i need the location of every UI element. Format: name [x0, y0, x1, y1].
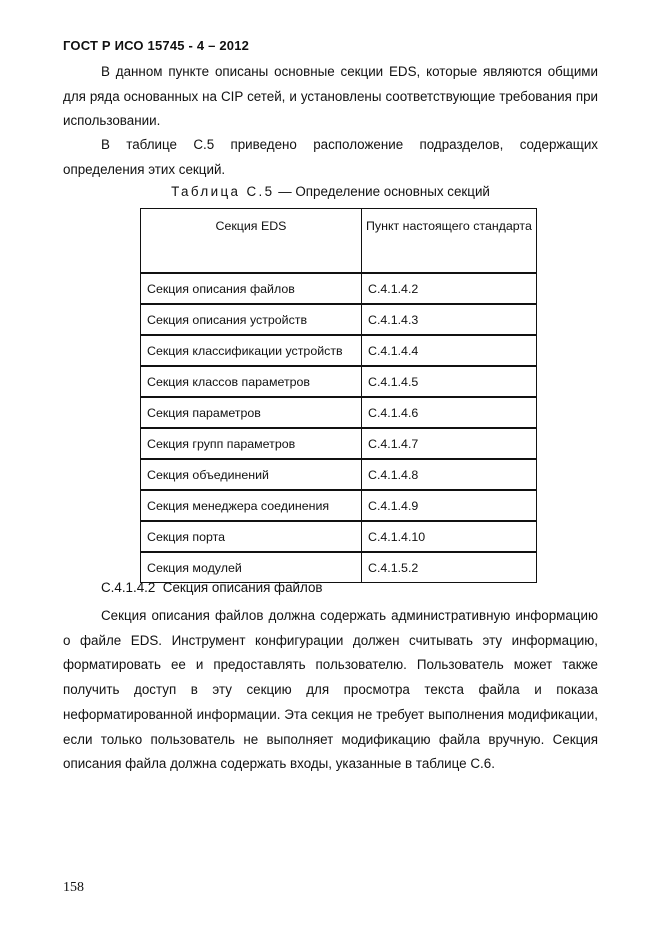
paragraph-intro: В данном пункте описаны основные секции EDS, которые являются общими для ряда основанных на CIP сетей, и установлены соответствующие требования при использовании.: [63, 64, 598, 129]
table-cell-clause: С.4.1.4.8: [362, 459, 537, 490]
table-header-cell: Секция EDS: [141, 209, 362, 274]
table-row: [141, 335, 537, 366]
table-header-row: [141, 209, 537, 274]
table-cell-clause: С.4.1.4.7: [362, 428, 537, 459]
subsection-heading: [101, 580, 323, 595]
table-cell-section: Секция менеджера соединения: [141, 490, 362, 521]
table-cell-section: Секция модулей: [141, 552, 362, 583]
subsection-title: Секция описания файлов: [162, 580, 323, 595]
table-caption-text: — Определение основных секций: [274, 184, 490, 199]
table-caption-label: Таблица С.5: [171, 184, 275, 199]
table-cell-clause: С.4.1.4.10: [362, 521, 537, 552]
table-cell-section: Секция классификации устройств: [141, 335, 362, 366]
table-cell-section: Секция групп параметров: [141, 428, 362, 459]
table-cell-clause: С.4.1.4.4: [362, 335, 537, 366]
sections-table-body: [141, 209, 537, 583]
table-cell-section: Секция описания файлов: [141, 273, 362, 304]
table-cell-clause: С.4.1.4.5: [362, 366, 537, 397]
table-cell-clause: С.4.1.5.2: [362, 552, 537, 583]
table-cell-section: Секция порта: [141, 521, 362, 552]
page-number: 158: [63, 880, 84, 895]
table-cell-clause: С.4.1.4.2: [362, 273, 537, 304]
table-cell-section: Секция описания устройств: [141, 304, 362, 335]
table-cell-clause: С.4.1.4.6: [362, 397, 537, 428]
sections-table: [140, 208, 537, 583]
table-caption: [63, 184, 598, 199]
document-header: ГОСТ Р ИСО 15745 - 4 – 2012: [63, 38, 250, 53]
table-cell-clause: С.4.1.4.9: [362, 490, 537, 521]
table-row: [141, 459, 537, 490]
table-row: [141, 428, 537, 459]
table-row: [141, 490, 537, 521]
paragraph-table-reference: В таблице С.5 приведено расположение подразделов, содержащих определения этих секций.: [63, 137, 598, 177]
table-header-cell: Пункт настоящего стандарта: [362, 209, 537, 274]
table-row: [141, 552, 537, 583]
table-row: [141, 304, 537, 335]
subsection-number: С.4.1.4.2: [101, 580, 156, 595]
table-cell-section: Секция объединений: [141, 459, 362, 490]
table-row: [141, 397, 537, 428]
table-row: [141, 521, 537, 552]
table-cell-clause: С.4.1.4.3: [362, 304, 537, 335]
table-row: [141, 273, 537, 304]
table-cell-section: Секция параметров: [141, 397, 362, 428]
table-row: [141, 366, 537, 397]
table-cell-section: Секция классов параметров: [141, 366, 362, 397]
paragraph-file-description: Секция описания файлов должна содержать административную информацию о файле EDS. Инструмент конфигурации должен считывать эту информацию, форматировать ее и предоставлять пользователю. Пользователь может также получить доступ в эту секцию для просмотра текста файла и показа неформатированной информации. Эта секция не требует выполнения модификации, если только пользователь не выполняет модификацию файла вручную. Секция описания файла должна содержать входы, указанные в таблице С.6.: [63, 608, 598, 772]
